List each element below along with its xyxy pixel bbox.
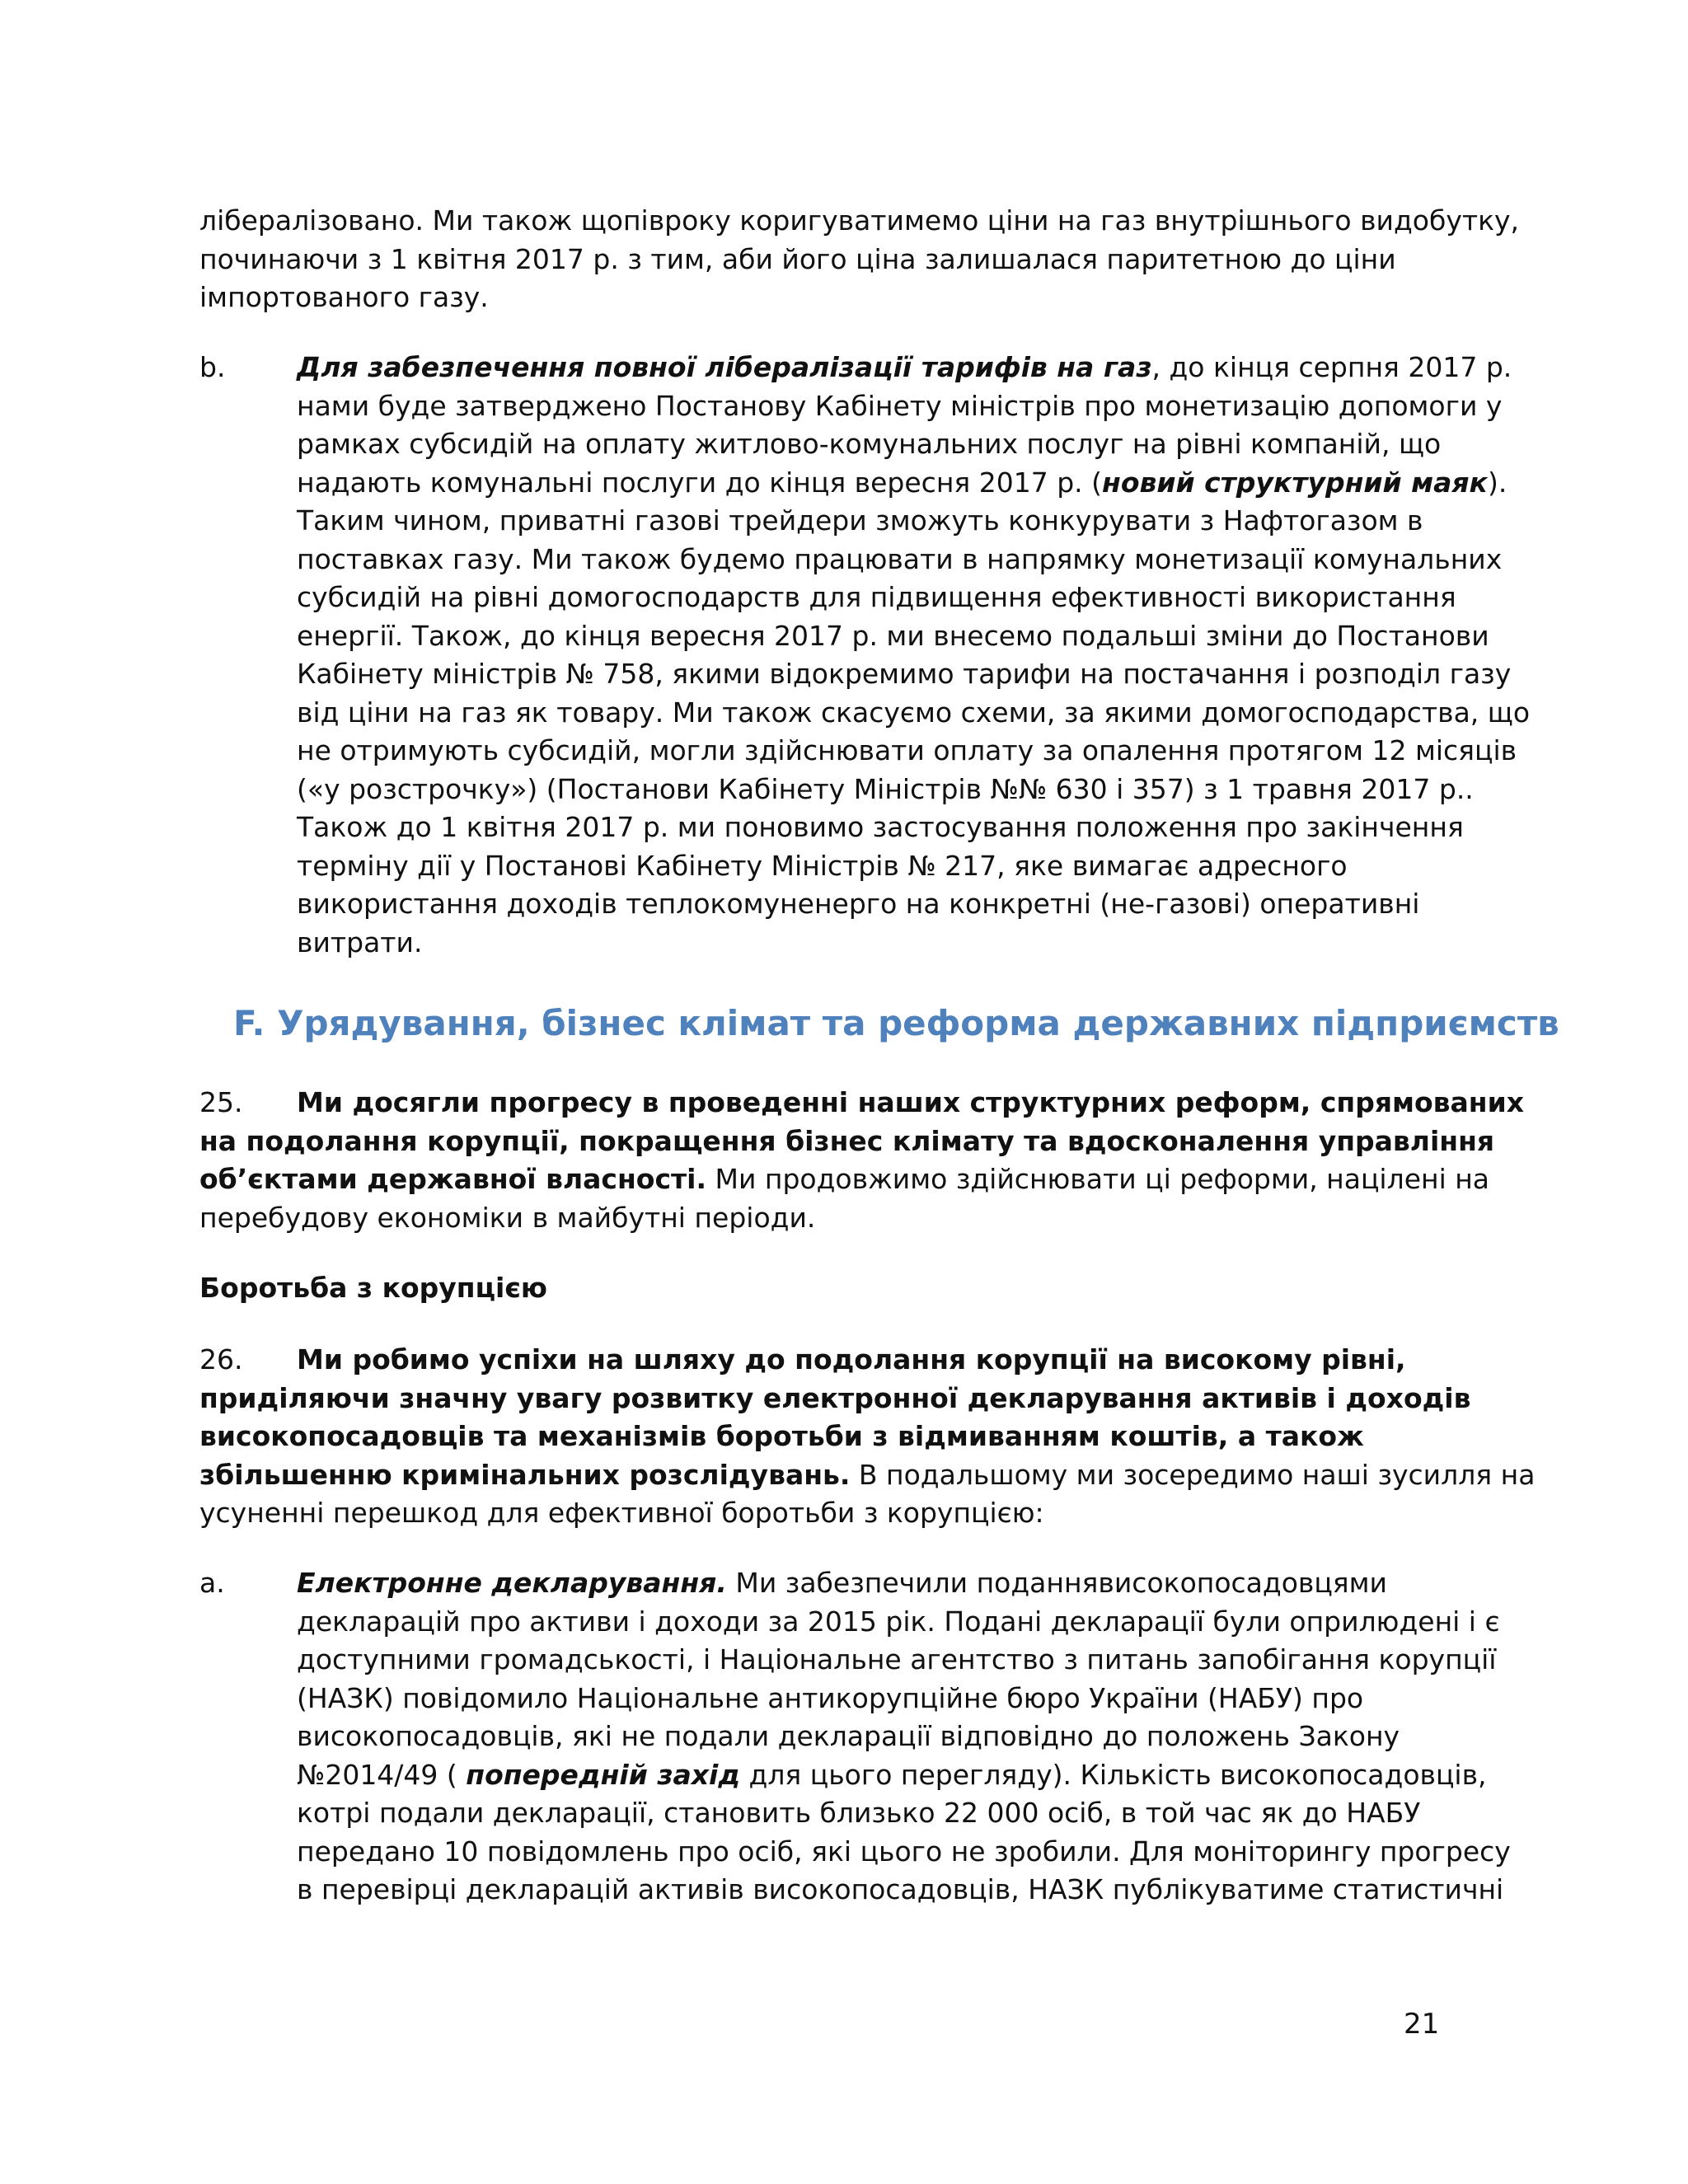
text-run: Ми продовжимо здійснювати ці реформи, націлені на	[706, 1163, 1490, 1195]
text-line: терміну дії у Постанові Кабінету Міністрів № 217, яке вимагає адресного	[297, 849, 1348, 882]
text-line	[199, 1341, 1452, 1380]
text-run: надають комунальні послуги до кінця вересня 2017 р. (	[297, 466, 1103, 499]
list-item-a	[297, 1564, 1511, 1910]
text-line: (НАЗК) повідомило Національне антикорупційне бюро України (НАБУ) про	[297, 1681, 1364, 1714]
list-item-b	[297, 349, 1531, 962]
text-line: від ціни на газ як товару. Ми також скасуємо схеми, за якими домогосподарства, що	[297, 696, 1531, 729]
text-line	[297, 464, 1507, 503]
emphasis: Електронне декларування.	[297, 1567, 727, 1599]
emphasis: Ми досягли прогресу в проведенні наших структурних реформ, спрямованих	[297, 1086, 1525, 1118]
intro-paragraph	[199, 202, 1520, 317]
emphasis: збільшенню кримінальних розслідувань.	[199, 1458, 851, 1491]
text-line: Також до 1 квітня 2017 р. ми поновимо застосування положення про закінчення	[297, 811, 1464, 843]
subheading: Боротьба з корупцією	[199, 1272, 547, 1304]
text-line	[199, 1456, 1536, 1495]
text-line	[297, 1756, 1487, 1795]
text-line: в перевірці декларацій активів високопосадовців, НАЗК публікуватиме статистичні	[297, 1873, 1504, 1905]
text-line: імпортованого газу.	[199, 281, 489, 313]
text-line: не отримують субсидій, могли здійснювати оплату за опалення протягом 12 місяців	[297, 734, 1517, 766]
text-line: лібералізовано. Ми також щопівроку коригуватимемо ціни на газ внутрішнього видобутку,	[199, 204, 1520, 237]
text-line: починаючи з 1 квітня 2017 р. з тим, аби його ціна залишалася паритетною до ціни	[199, 242, 1396, 275]
text-line: перебудову економіки в майбутні періоди.	[199, 1201, 816, 1234]
page-number: 21	[1404, 2008, 1440, 2041]
text-line: доступними громадськості, і Національне агентство з питань запобігання корупції	[297, 1643, 1497, 1675]
text-line: («у розстрочку») (Постанови Кабінету Міністрів №№ 630 і 357) з 1 травня 2017 р..	[297, 772, 1474, 805]
text-line: передано 10 повідомлень про осіб, які цього не зробили. Для моніторингу прогресу	[297, 1835, 1511, 1868]
emphasis: новий структурний маяк	[1102, 466, 1488, 499]
text-run: №2014/49 (	[297, 1758, 467, 1791]
text-line: енергії. Також, до кінця вересня 2017 р. ми внесемо подальші зміни до Постанови	[297, 619, 1489, 652]
text-line: високопосадовців та механізмів боротьби з відмиванням коштів, а також	[199, 1420, 1364, 1452]
text-line: Кабінету міністрів № 758, якими відокремимо тарифи на постачання і розподіл газу	[297, 658, 1512, 690]
paragraph-number: 25.	[199, 1086, 243, 1118]
text-run: , до кінця серпня 2017 р.	[1151, 351, 1512, 383]
text-run: для цього перегляду). Кількість високопосадовців,	[740, 1758, 1487, 1791]
text-line: котрі подали декларації, становить близько 22 000 осіб, в той час як до НАБУ	[297, 1797, 1421, 1829]
text-run: Ми забезпечили поданнявисокопосадовцями	[726, 1567, 1387, 1599]
emphasis: Ми робимо успіхи на шляху до подолання корупції на високому рівні,	[297, 1343, 1406, 1376]
section-heading: F. Урядування, бізнес клімат та реформа державних підприємств	[233, 1003, 1559, 1043]
text-line: використання доходів теплокомуненерго на конкретні (не-газові) оперативні	[297, 888, 1420, 920]
text-line: субсидій на рівні домогосподарств для підвищення ефективності використання	[297, 581, 1456, 613]
paragraph-25	[199, 1084, 1525, 1237]
text-line: витрати.	[297, 926, 423, 958]
text-line: декларацій про активи і доходи за 2015 рік. Подані декларації були оприлюдені і є	[297, 1605, 1500, 1638]
text-line	[199, 1160, 1490, 1199]
list-label-a: a.	[199, 1567, 225, 1599]
text-line: Таким чином, приватні газові трейдери зможуть конкурувати з Нафтогазом в	[297, 504, 1423, 537]
text-line	[297, 1564, 1451, 1603]
text-line	[297, 349, 1512, 387]
emphasis: попередній захід	[466, 1758, 741, 1791]
paragraph-26	[199, 1341, 1536, 1533]
text-line: рамках субсидій на оплату житлово-комунальних послуг на рівні компаній, що	[297, 428, 1442, 460]
text-line: на подолання корупції, покращення бізнес клімату та вдосконалення управління	[199, 1124, 1495, 1157]
emphasis: Для забезпечення повної лібералізації тарифів на газ	[297, 351, 1152, 383]
list-label-b: b.	[199, 351, 226, 383]
text-line: поставках газу. Ми також будемо працювати в напрямку монетизації комунальних	[297, 542, 1503, 575]
text-run: В подальшому ми зосередимо наші зусилля на	[850, 1458, 1536, 1491]
text-line: високопосадовців, які не подали декларації відповідно до положень Закону	[297, 1720, 1400, 1752]
text-line	[199, 1084, 1525, 1122]
text-line: усуненні перешкод для ефективної боротьби з корупцією:	[199, 1497, 1044, 1529]
text-line: нами буде затверджено Постанову Кабінету міністрів про монетизацію допомоги у	[297, 389, 1503, 422]
text-line: приділяючи значну увагу розвитку електронної декларування активів і доходів	[199, 1381, 1471, 1414]
paragraph-number: 26.	[199, 1343, 243, 1376]
text-run: ).	[1487, 466, 1507, 499]
emphasis: об’єктами державної власності.	[199, 1163, 706, 1195]
